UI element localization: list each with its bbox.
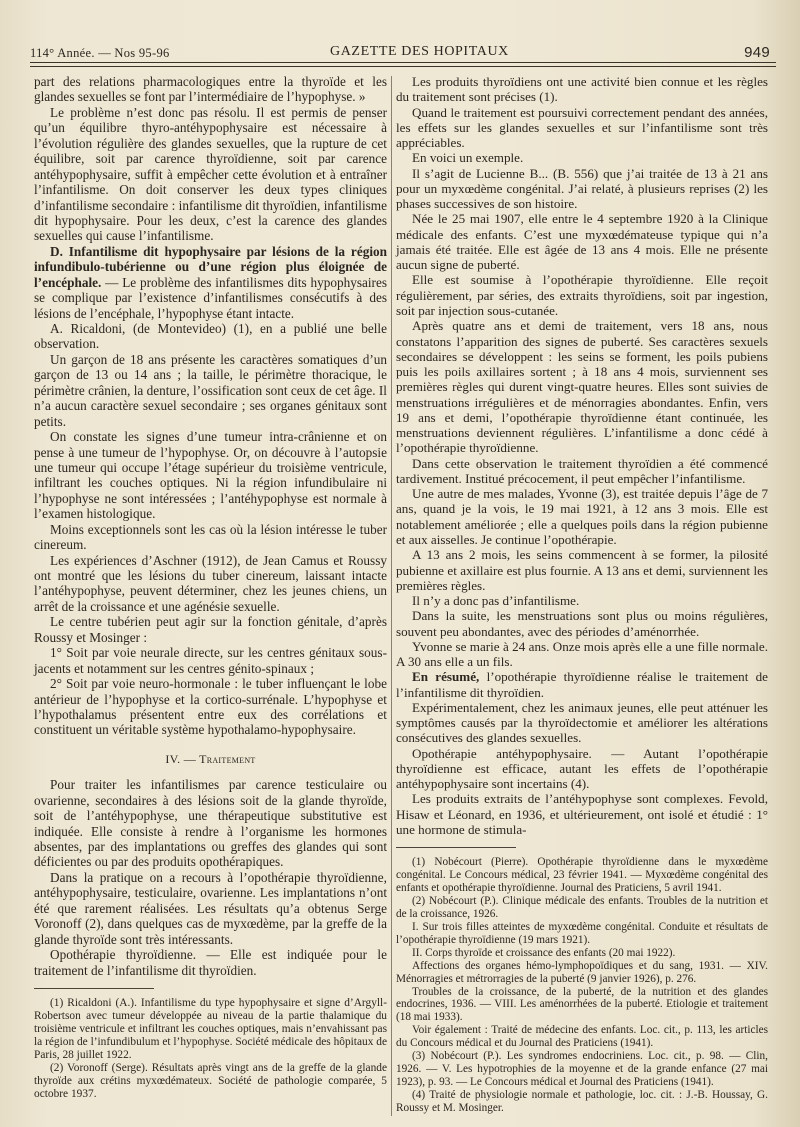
header-rule: [30, 62, 776, 63]
paragraph: Opothérapie thyroïdienne. — Elle est indiquée pour le traitement de l’infantilisme dit thyroïdien.: [34, 947, 387, 978]
paragraph: Elle est soumise à l’opothérapie thyroïdienne. Elle reçoit régulièrement, par séries, des extraits thyroïdiens, soit par ingestion, soit par injection sous-cutanée.: [396, 272, 768, 318]
paragraph: On constate les signes d’une tumeur intra-crânienne et on pense à une tumeur de l’hypophyse. Or, on découvre à l’autopsie une tumeur qui occupe l’étage supérieur du troisième ventricule, infiltrant les couches optiques. Ni la région infundibulaire ni l’hypophyse ne sont intéressées ; l’antéhypophyse est normale à l’examen histologique.: [34, 429, 387, 522]
paragraph: Moins exceptionnels sont les cas où la lésion intéresse le tuber cinereum.: [34, 521, 387, 553]
paragraph: A. Ricaldoni, (de Montevideo) (1), en a publié une belle observation.: [34, 321, 387, 352]
footnote-rule: [396, 847, 516, 848]
paragraph: [34, 244, 387, 321]
footnote: (3) Nobécourt (P.). Les syndromes endocriniens. Loc. cit., p. 98. — Clin, 1926. — V. Les hypotrophies de la moyenne et de la grande enfance (27 mai 1923), p. 93. — Le Concours médical et Journal des Praticiens (1941).: [396, 1050, 768, 1088]
paragraph: A 13 ans 2 mois, les seins commencent à se former, la pilosité pubienne et axillaire est plus fournie. A 13 ans et demi, surviennent les premières règles.: [396, 547, 768, 593]
paragraph-text: — Le problème des infantilismes dits hypophysaires se complique par l’existence d’infantilismes consécutifs à des lésions de l’encéphale, l’hypophyse étant intacte.: [34, 274, 387, 321]
summary-lead: En résumé,: [412, 669, 480, 685]
section-heading-d: D. Infantilisme dit hypophysaire par lésions de la région infundibulo-tubérienne ou d’une région plus éloignée de l’encéphale.: [34, 243, 387, 290]
paragraph: En voici un exemple.: [412, 150, 524, 166]
paragraph: Pour traiter les infantilismes par carence testiculaire ou ovarienne, secondaires à des lésions soit de la glande thyroïde, soit de l’antéhypophyse, une thérapeutique substitutive est indiquée. Elle consiste à rendre à l’organisme les hormones absentes, par des implantations ou greffes des glandes qui sont déficientes ou par des produits opothérapiques.: [34, 777, 387, 870]
right-column: [396, 74, 768, 1115]
paragraph: Opothérapie antéhypophysaire. — Autant l’opothérapie thyroïdienne est efficace, autant les effets de l’opothérapie antéhypophysaire sont incertains (4).: [396, 745, 768, 792]
paragraph: Dans la suite, les menstruations sont plus ou moins régulières, souvent peu abondantes, avec des périodes d’aménorrhée.: [396, 608, 768, 639]
section-title: IV. — Traitement: [165, 751, 256, 766]
paragraph: Les produits thyroïdiens ont une activité bien connue et les règles du traitement sont précises (1).: [396, 74, 768, 105]
paragraph-text: l’opothérapie thyroïdienne réalise le traitement de l’infantilisme dit thyroïdien.: [396, 669, 768, 700]
issue-info: 114° Année. — Nos 95-96: [30, 46, 170, 60]
paragraph: Il s’agit de Lucienne B... (B. 556) que j’ai traitée de 13 à 21 ans pour un myxœdème congénital. J’ai relaté, à plusieurs reprises (2) les phases successives de son histoire.: [396, 165, 768, 212]
footnote-rule: [34, 988, 154, 989]
paragraph: Née le 25 mai 1907, elle entre le 4 septembre 1920 à la Clinique médicale des enfants. C’est une myxœdémateuse typique qui n’a jamais été traitée. Elle est âgée de 13 ans 4 mois. Elle ne présente aucun signe de puberté.: [396, 211, 768, 273]
paragraph: Le centre tubérien peut agir sur la fonction génitale, d’après Roussy et Mosinger :: [34, 614, 387, 645]
paragraph: Dans cette observation le traitement thyroïdien a été commencé tardivement. Institué précocement, il peut empêcher l’infantilisme.: [396, 455, 768, 486]
page-header: [30, 40, 778, 62]
paragraph: Les expériences d’Aschner (1912), de Jean Camus et Roussy ont montré que les lésions du tuber cinereum, laissant intacte l’antéhypophyse, peuvent déterminer, chez les jeunes chiens, un arrêt de la croissance et une agénésie sexuelle.: [34, 552, 387, 614]
paragraph: Dans la pratique on a recours à l’opothérapie thyroïdienne, antéhypophysaire, testiculaire, ovarienne. Les implantations n’ont été que rarement réalisées. Les résultats qu’a obtenus Serge Voronoff (2), dans quelques cas de myxœdème, par la greffe de la glande thyroïde sont très intéressants.: [34, 869, 387, 947]
footnote: Affections des organes hémo-lymphopoïdiques et du sang, 1931. — XIV. Ménorragies et métrorragies de la puberté (9 janvier 1926), p. 276.: [396, 959, 768, 985]
paragraph: 2° Soit par voie neuro-hormonale : le tuber influençant le lobe antérieur de l’hypophyse et la cortico-surrénale. L’hypophyse et l’hypothalamus présentent entre eux des corrélations et constituent un véritable système hypothalamo-hypophysaire.: [34, 676, 387, 738]
footnote: (2) Voronoff (Serge). Résultats après vingt ans de la greffe de la glande thyroïde aux crétins myxœdémateux. Société de pathologie comparée, 5 octobre 1937.: [34, 1062, 387, 1101]
page-number: 949: [744, 44, 770, 61]
paragraph: Quand le traitement est poursuivi correctement pendant des années, les effets sur les glandes sexuelles et sur l’infantilisme sont très appréciables.: [396, 104, 768, 151]
footnote: (1) Nobécourt (Pierre). Opothérapie thyroïdienne dans le myxœdème congénital. Le Concours médical, 23 février 1941. — Myxœdème congénital des enfants et opothérapie thyroïdienne. Journal des Praticiens, 5 avril 1941.: [396, 856, 768, 895]
footnote: Voir également : Traité de médecine des enfants. Loc. cit., p. 113, les articles du Concours médical et du Journal des Praticiens (1941).: [396, 1024, 768, 1050]
journal-title: GAZETTE DES HOPITAUX: [330, 44, 509, 59]
column-divider: [391, 76, 392, 1116]
paragraph: Le problème n’est donc pas résolu. Il est permis de penser qu’un équilibre thyro-antéhypophysaire est nécessaire à l’évolution régulière des glandes sexuelles, que la rupture de cet équilibre, soit par carence thyroïdienne, soit par carence antéhypophysaire, suffit à empêcher cette évolution et à entraîner l’infantilisme. On doit conserver les deux types cliniques d’infantilisme secondaire : infantilisme dit thyroïdien, infantilisme dit hypophysaire. Pour les deux, c’est la carence des glandes sexuelles qui cause l’infantilisme.: [34, 104, 387, 244]
header-rule-double: [30, 66, 776, 67]
paragraph: 1° Soit par voie neurale directe, sur les centres génitaux sous-jacents et notamment sur les centres génito-spinaux ;: [34, 645, 387, 676]
footnote: II. Corps thyroïde et croissance des enfants (20 mai 1922).: [412, 946, 676, 959]
paragraph: Après quatre ans et demi de traitement, vers 18 ans, nous constatons l’apparition des signes de puberté. Ses caractères sexuels secondaires se développent : les seins se forment, les poils pubiens puis les poils axillaires sortent ; à 18 ans 4 mois, surviennent ses premières règles qui durent vingt-quatre heures. Elles sont suivies de menstruations irrégulières et de ménorragies abondantes. Enfin, vers 19 ans et demi, l’opothérapie thyroïdienne étant continuée, les menstruations deviennent régulières. L’infantilisme a donc cédé à l’opothérapie thyroïdienne.: [396, 318, 768, 456]
footnote: (1) Ricaldoni (A.). Infantilisme du type hypophysaire et signe d’Argyll-Robertson avec tumeur développée au niveau de la partie thalamique du troisième ventricule et infiltrant les couches optiques, mais n’envahissant pas la région de l’infundibulum et l’hypophyse. Société médicale des hôpitaux de Paris, 28 juillet 1922.: [34, 996, 387, 1062]
footnote: Troubles de la croissance, de la puberté, de la nutrition et des glandes endocrines, 1936. — VIII. Les aménorrhées de la puberté. Etiologie et traitement (18 mai 1933).: [396, 985, 768, 1024]
footnote: I. Sur trois filles atteintes de myxœdème congénital. Conduite et résultats de l’opothérapie thyroïdienne (19 mars 1921).: [396, 920, 768, 946]
footnote: (2) Nobécourt (P.). Clinique médicale des enfants. Troubles de la nutrition et de la croissance, 1926.: [396, 895, 768, 920]
paragraph: [396, 669, 768, 700]
paragraph: Expérimentalement, chez les animaux jeunes, elle peut atténuer les symptômes causés par la thyroïdectomie et améliorer les altérations consécutives des glandes sexuelles.: [396, 699, 768, 746]
left-column: [34, 74, 387, 1101]
paragraph: Une autre de mes malades, Yvonne (3), est traitée depuis l’âge de 7 ans, quand je la vois, le 19 mai 1921, à 12 ans 3 mois. Elle est notablement améliorée ; elle a quelques poils dans la région pubienne et aux aisselles. Je continue l’opothérapie.: [396, 486, 768, 547]
paragraph: Il n’y a donc pas d’infantilisme.: [412, 593, 580, 609]
paragraph: Les produits extraits de l’antéhypophyse sont complexes. Fevold, Hisaw et Léonard, en 1936, et ultérieurement, ont isolé et étudié : 1° une hormone de stimula-: [396, 791, 768, 838]
paragraph: Un garçon de 18 ans présente les caractères somatiques d’un garçon de 13 ou 14 ans ; la taille, le périmètre thoracique, le périmètre crânien, la denture, l’ossification sont ceux de cet âge. Il n’a aucun caractère sexuel secondaire ; ses organes génitaux sont petits.: [34, 351, 387, 429]
footnote: (4) Traité de physiologie normale et pathologie, loc. cit. : J.-B. Houssay, G. Roussy et M. Mosinger.: [396, 1088, 768, 1114]
paragraph: Yvonne se marie à 24 ans. Onze mois après elle a une fille normale. A 30 ans elle a un fils.: [396, 638, 768, 670]
paragraph: part des relations pharmacologiques entre la thyroïde et les glandes sexuelles se font par l’intermédiaire de l’hypophyse. »: [34, 74, 387, 105]
